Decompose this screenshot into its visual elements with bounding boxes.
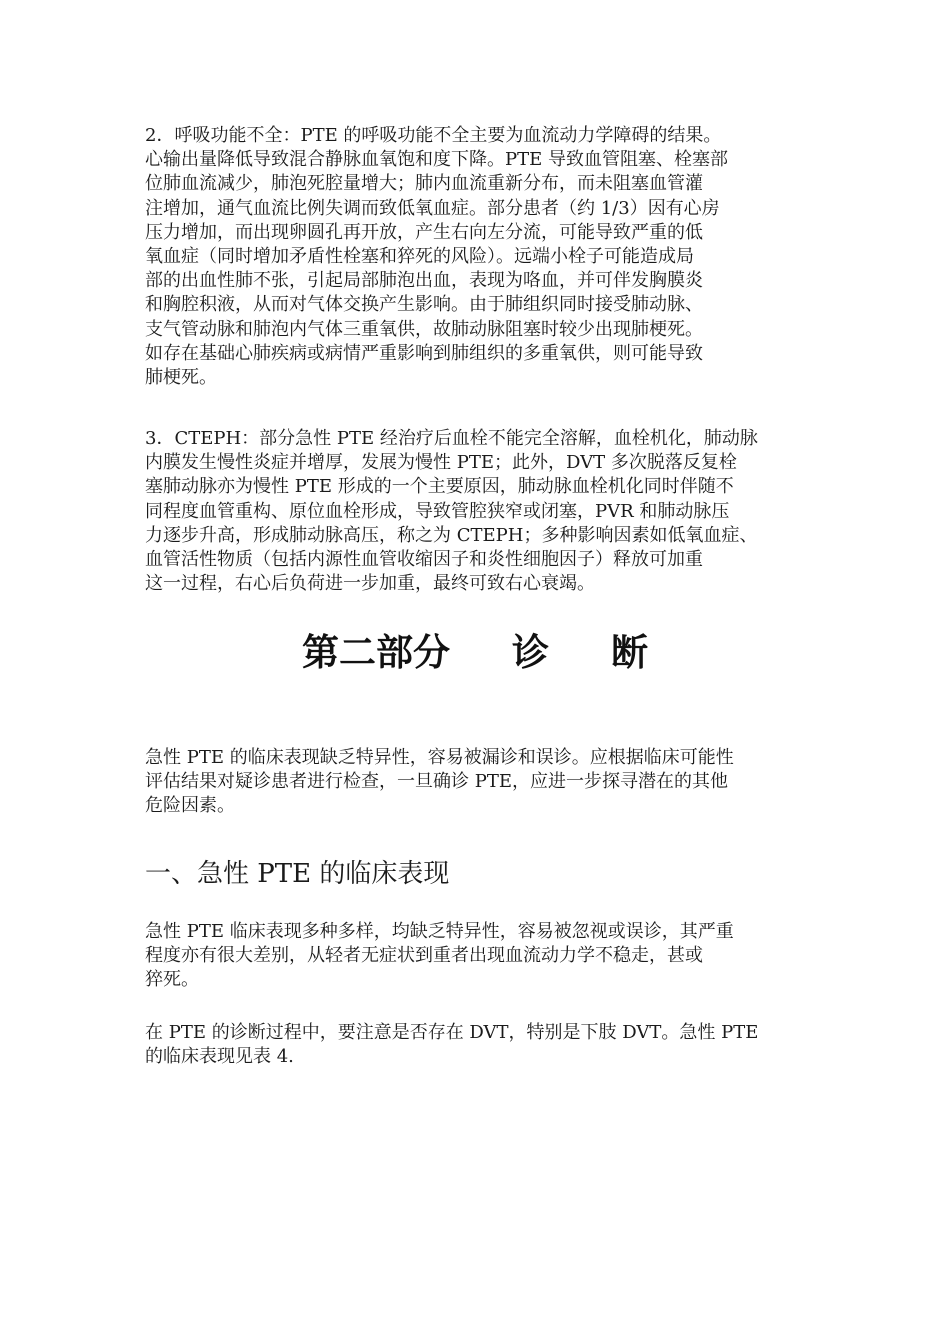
text-line: 这一过程，右心后负荷进一步加重，最终可致右心衰竭。	[145, 573, 595, 595]
text-line: 肺梗死。	[145, 367, 217, 389]
subsection-heading: 一、急性 PTE 的临床表现	[145, 859, 450, 889]
paragraph-dvt-note	[145, 1021, 815, 1069]
text-line: 程度亦有很大差别，从轻者无症状到重者出现血流动力学不稳走，甚或	[145, 945, 703, 967]
paragraph-cteph	[145, 427, 815, 596]
text-line: 急性 PTE 的临床表现缺乏特异性，容易被漏诊和误诊。应根据临床可能性	[145, 747, 734, 768]
paragraph-clinical-manifestations	[145, 920, 815, 993]
text-line: 支气管动脉和肺泡内气体三重氧供，故肺动脉阻塞时较少出现肺梗死。	[145, 318, 703, 340]
text-line: 如存在基础心肺疾病或病情严重影响到肺组织的多重氧供，则可能导致	[145, 342, 703, 364]
text-line: 塞肺动脉亦为慢性 PTE 形成的一个主要原因，肺动脉血栓机化同时伴随不	[145, 476, 734, 498]
paragraph-diagnosis-intro	[145, 746, 815, 819]
paragraph-respiratory-insufficiency	[145, 124, 815, 390]
text-line: 压力增加，而出现卵圆孔再开放，产生右向左分流，可能导致严重的低	[145, 221, 703, 243]
text-line: 在 PTE 的诊断过程中，要注意是否存在 DVT，特别是下肢 DVT。急性 PTE	[145, 1022, 759, 1043]
section-title	[0, 628, 950, 678]
text-line: 2．呼吸功能不全：PTE 的呼吸功能不全主要为血流动力学障碍的结果。	[145, 125, 722, 146]
section-title-char: 断	[611, 631, 648, 674]
text-line: 猝死。	[145, 969, 199, 991]
text-line: 心输出量降低导致混合静脉血氧饱和度下降。PTE 导致血管阻塞、栓塞部	[145, 149, 728, 171]
text-line: 部的出血性肺不张，引起局部肺泡出血，表现为咯血，并可伴发胸膜炎	[145, 270, 703, 292]
text-line: 位肺血流减少，肺泡死腔量增大；肺内血流重新分布，而未阻塞血管灌	[145, 173, 703, 195]
text-line: 急性 PTE 临床表现多种多样，均缺乏特异性，容易被忽视或误诊，其严重	[145, 921, 734, 942]
text-line: 氧血症（同时增加矛盾性栓塞和猝死的风险）。远端小栓子可能造成局	[145, 246, 694, 268]
text-line: 和胸腔积液，从而对气体交换产生影响。由于肺组织同时接受肺动脉、	[145, 294, 703, 316]
section-title-char: 诊	[512, 631, 549, 674]
text-line: 内膜发生慢性炎症并增厚，发展为慢性 PTE；此外，DVT 多次脱落反复栓	[145, 452, 737, 474]
text-line: 注增加，通气血流比例失调而致低氧血症。部分患者（约 1/3）因有心房	[145, 197, 720, 219]
text-line: 力逐步升高，形成肺动脉高压，称之为 CTEPH；多种影响因素如低氧血症、	[145, 524, 758, 546]
text-line: 同程度血管重构、原位血栓形成，导致管腔狭窄或闭塞，PVR 和肺动脉压	[145, 500, 730, 522]
text-line: 评估结果对疑诊患者进行检查，一旦确诊 PTE，应进一步探寻潜在的其他	[145, 771, 728, 793]
text-line: 危险因素。	[145, 795, 235, 817]
text-line: 3．CTEPH：部分急性 PTE 经治疗后血栓不能完全溶解，血栓机化，肺动脉	[145, 428, 758, 449]
text-line: 血管活性物质（包括内源性血管收缩因子和炎性细胞因子）释放可加重	[145, 549, 703, 571]
text-line: 的临床表现见表 4.	[145, 1046, 294, 1068]
section-title-part: 第二部分	[302, 631, 450, 674]
